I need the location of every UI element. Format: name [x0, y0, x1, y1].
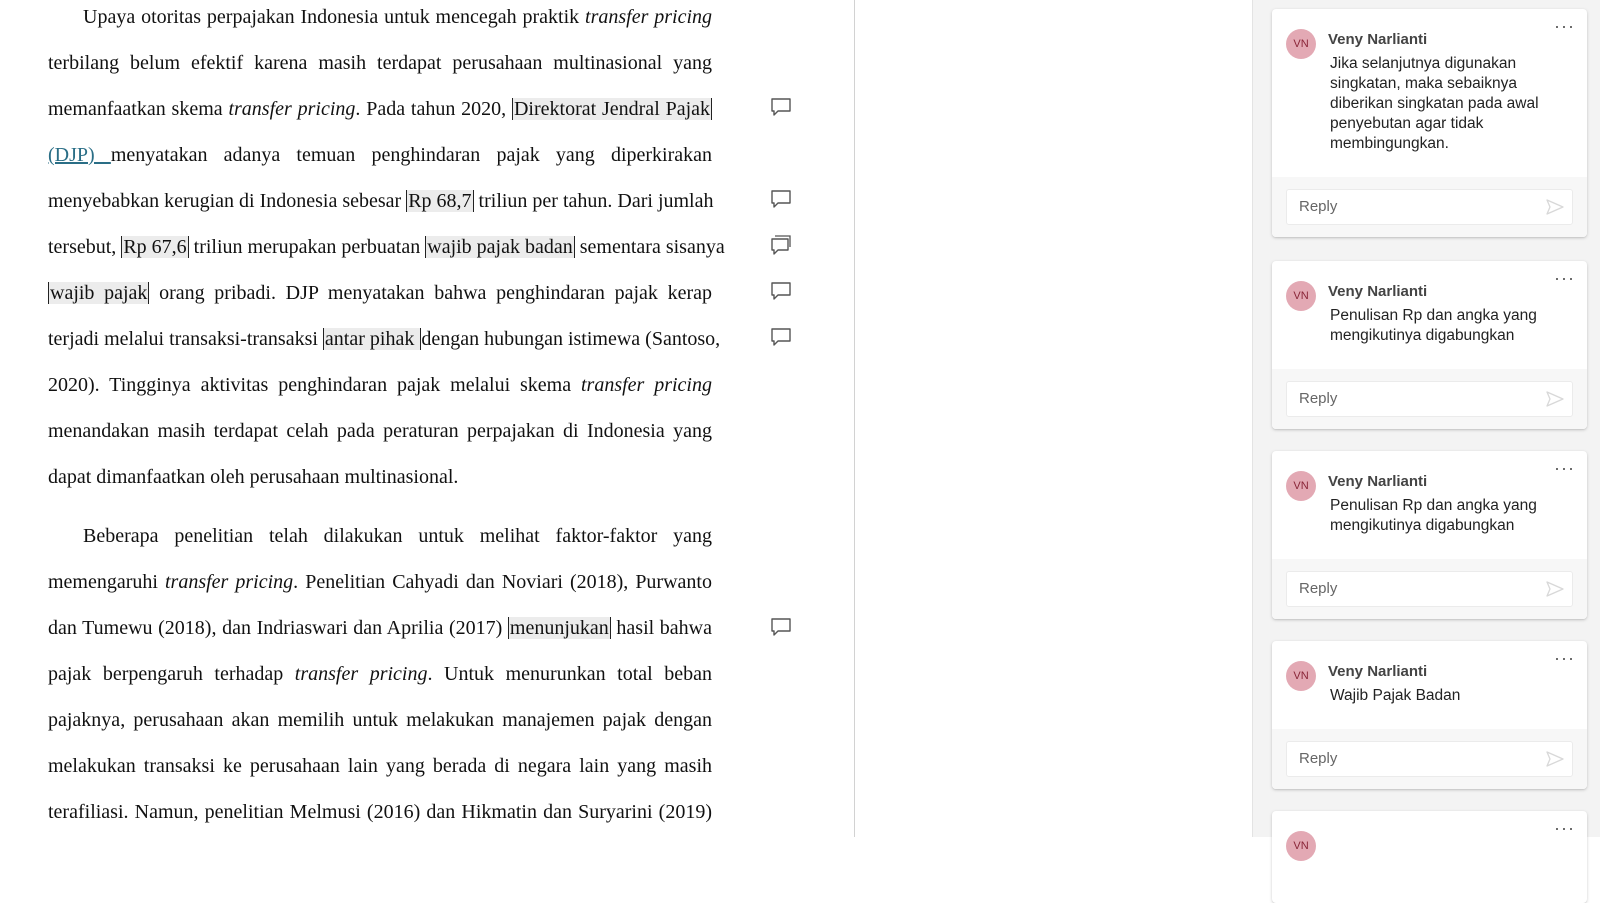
- text-run: . Untuk menurunkan total beban: [427, 663, 712, 685]
- text-run: memengaruhi: [48, 571, 165, 593]
- commented-text-djp[interactable]: Direktorat Jendral Pajak: [513, 98, 710, 120]
- comment-icon[interactable]: [770, 189, 792, 209]
- text-run: dengan hubungan istimewa (Santoso,: [421, 328, 721, 350]
- commented-text-wajib-pajak[interactable]: wajib pajak: [50, 282, 148, 304]
- comments-pane[interactable]: [1253, 0, 1600, 852]
- text-line: [48, 316, 721, 362]
- text-run-italic: transfer pricing: [165, 571, 294, 593]
- reply-placeholder: Reply: [1299, 198, 1338, 215]
- more-options-icon[interactable]: ···: [1554, 458, 1575, 478]
- document-page[interactable]: [0, 0, 855, 837]
- text-line: terafiliasi. Namun, penelitian Melmusi (2016) dan Hikmatin dan Suryarini (2019): [48, 801, 712, 823]
- comment-card[interactable]: [1272, 641, 1587, 789]
- reply-input[interactable]: [1286, 571, 1573, 607]
- text-line: [48, 651, 712, 697]
- text-line: [48, 0, 712, 40]
- reply-placeholder: Reply: [1299, 390, 1338, 407]
- comment-text: Penulisan Rp dan angka yang mengikutinya digabungkan: [1330, 307, 1537, 344]
- comment-icon[interactable]: [770, 327, 792, 347]
- text-run: menyebabkan kerugian di Indonesia sebesar: [48, 190, 407, 212]
- text-run: terjadi melalui transaksi-transaksi: [48, 328, 323, 350]
- comment-card[interactable]: [1272, 9, 1587, 237]
- more-options-icon[interactable]: ···: [1554, 16, 1575, 36]
- comment-author: Veny Narlianti: [1328, 31, 1428, 48]
- text-run-italic: transfer pricing: [294, 663, 428, 685]
- text-run-italic: transfer pricing: [585, 6, 712, 28]
- reply-input[interactable]: [1286, 741, 1573, 777]
- reply-area: [1272, 369, 1587, 429]
- text-run: Upaya otoritas perpajakan Indonesia untuk mencegah praktik: [83, 6, 586, 28]
- text-run-italic: transfer pricing: [228, 98, 356, 120]
- text-run: orang pribadi. DJP menyatakan bahwa penghindaran pajak kerap: [149, 282, 712, 304]
- canvas-background: [855, 0, 1252, 837]
- text-line: [48, 132, 712, 178]
- comment-icon[interactable]: [770, 281, 792, 301]
- text-line: [48, 605, 712, 651]
- text-line: [48, 178, 712, 224]
- text-run: hasil bahwa: [610, 617, 712, 639]
- avatar: VN: [1286, 29, 1316, 59]
- comment-author: Veny Narlianti: [1328, 473, 1428, 490]
- text-run: . Pada tahun 2020,: [355, 98, 512, 120]
- commented-text-rp-67[interactable]: Rp 67,6: [123, 236, 187, 258]
- text-run: dan Tumewu (2018), dan Indriaswari dan Aprilia (2017): [48, 617, 508, 639]
- text-line: Beberapa penelitian telah dilakukan untuk melihat faktor-faktor yang: [83, 525, 712, 547]
- reply-area: [1272, 559, 1587, 619]
- text-line: melakukan transaksi ke perusahaan lain yang berada di negara lain yang masih: [48, 755, 712, 777]
- reply-input[interactable]: [1286, 189, 1573, 225]
- text-run: menyatakan adanya temuan penghindaran pajak yang diperkirakan: [110, 144, 713, 166]
- text-run-italic: transfer pricing: [580, 374, 712, 396]
- comment-card[interactable]: [1272, 811, 1587, 903]
- text-run: tersebut,: [48, 236, 122, 258]
- text-line: [48, 362, 712, 408]
- comment-author: Veny Narlianti: [1328, 663, 1428, 680]
- text-line: pajaknya, perusahaan akan memilih untuk melakukan manajemen pajak dengan: [48, 709, 712, 731]
- text-line: menandakan masih terdapat celah pada peraturan perpajakan di Indonesia yang: [48, 420, 712, 442]
- comment-text: Jika selanjutnya digunakan singkatan, maka sebaiknya diberikan singkatan pada awal penyebutan agar tidak membingungkan.: [1330, 55, 1539, 152]
- send-icon[interactable]: [1546, 581, 1564, 597]
- reply-placeholder: Reply: [1299, 580, 1338, 597]
- avatar: VN: [1286, 471, 1316, 501]
- text-run: 2020). Tingginya aktivitas penghindaran pajak melalui skema: [48, 374, 581, 396]
- text-line: [48, 224, 725, 270]
- comment-card[interactable]: [1272, 451, 1587, 619]
- avatar: VN: [1286, 661, 1316, 691]
- text-line: [48, 86, 712, 132]
- text-run: . Penelitian Cahyadi dan Noviari (2018), Purwanto: [293, 571, 712, 593]
- more-options-icon[interactable]: ···: [1554, 648, 1575, 668]
- send-icon[interactable]: [1546, 391, 1564, 407]
- text-run: pajak berpengaruh terhadap: [48, 663, 295, 685]
- text-run: sementara sisanya: [574, 236, 725, 258]
- reply-area: [1272, 729, 1587, 789]
- commented-text-menunjukan[interactable]: menunjukan: [509, 617, 609, 639]
- text-line: [48, 559, 712, 605]
- more-options-icon[interactable]: ···: [1554, 268, 1575, 288]
- send-icon[interactable]: [1546, 751, 1564, 767]
- more-options-icon[interactable]: ···: [1554, 818, 1575, 838]
- commented-text-wajib-pajak-badan[interactable]: wajib pajak badan: [427, 236, 573, 258]
- comment-author: Veny Narlianti: [1328, 283, 1428, 300]
- comment-icon[interactable]: [770, 97, 792, 117]
- reply-placeholder: Reply: [1299, 750, 1338, 767]
- text-line: dapat dimanfaatkan oleh perusahaan multinasional.: [48, 466, 459, 488]
- paragraph-1[interactable]: [48, 0, 725, 500]
- comment-card[interactable]: [1272, 261, 1587, 429]
- comment-icon[interactable]: [770, 617, 792, 637]
- text-run: triliun merupakan perbuatan: [188, 236, 426, 258]
- avatar: VN: [1286, 831, 1316, 861]
- comments-icon[interactable]: [770, 235, 792, 255]
- paragraph-2[interactable]: [48, 513, 712, 835]
- comment-text: Penulisan Rp dan angka yang mengikutinya digabungkan: [1330, 497, 1537, 534]
- text-run: triliun per tahun. Dari jumlah: [473, 190, 714, 212]
- tracked-insertion-link[interactable]: (DJP): [48, 144, 111, 166]
- commented-text-rp-68[interactable]: Rp 68,7: [408, 190, 472, 212]
- reply-area: [1272, 177, 1587, 237]
- avatar: VN: [1286, 281, 1316, 311]
- text-line: terbilang belum efektif karena masih terdapat perusahaan multinasional yang: [48, 52, 712, 74]
- send-icon[interactable]: [1546, 199, 1564, 215]
- reply-input[interactable]: [1286, 381, 1573, 417]
- text-run: memanfaatkan skema: [48, 98, 229, 120]
- commented-text-antar-pihak[interactable]: antar pihak: [324, 328, 420, 350]
- comment-text: Wajib Pajak Badan: [1330, 687, 1461, 704]
- text-line: [48, 270, 712, 316]
